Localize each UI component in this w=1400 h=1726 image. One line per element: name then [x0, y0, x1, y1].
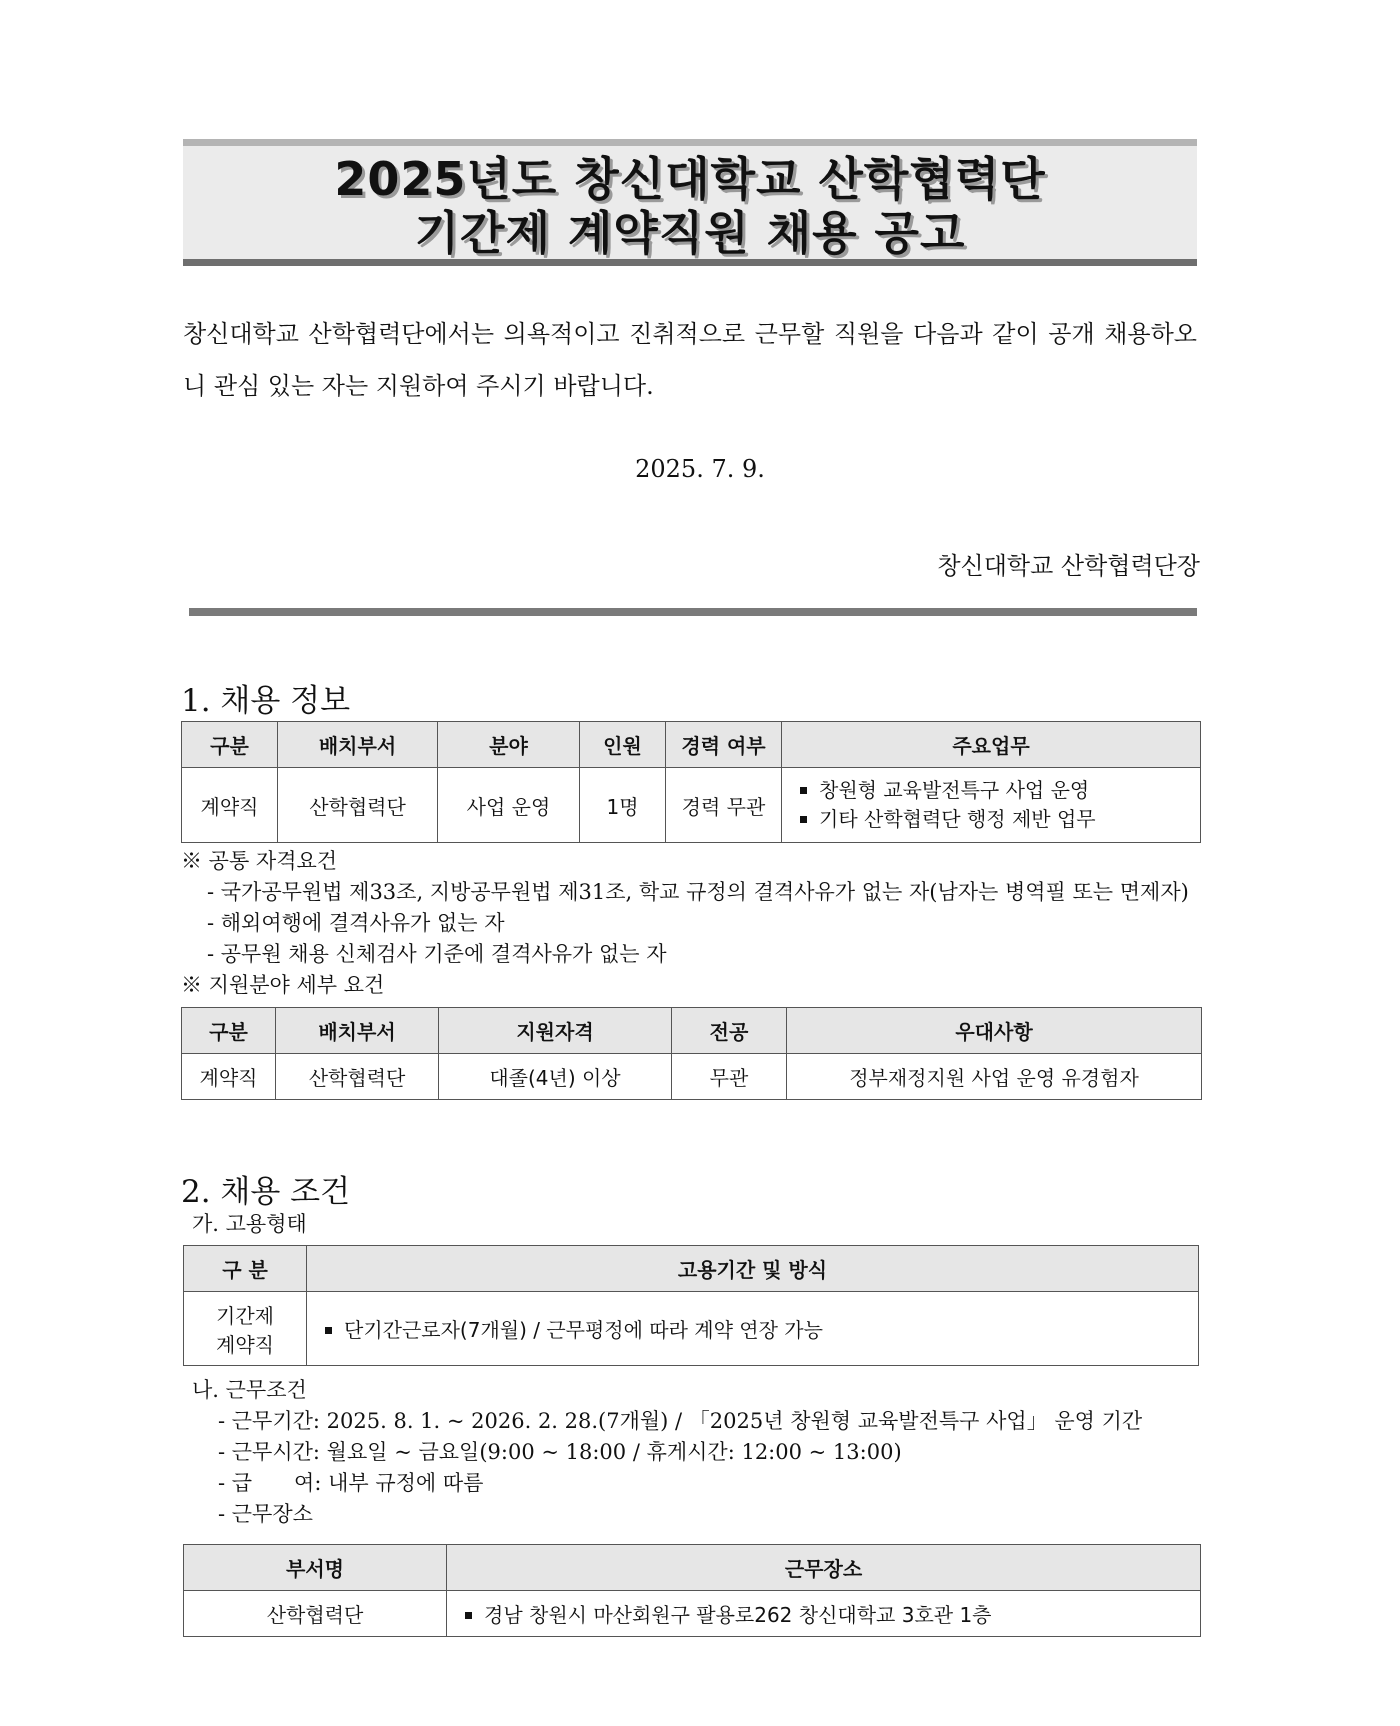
common-requirement-item: - 해외여행에 결격사유가 없는 자	[207, 911, 505, 935]
title-line-1: 2025년도 창신대학교 산학협력단	[334, 152, 1046, 206]
cell-department-name: 산학협력단	[184, 1591, 447, 1637]
cell-field: 사업 운영	[438, 768, 580, 843]
header-category: 구분	[182, 722, 278, 768]
cell-department: 산학협력단	[278, 768, 438, 843]
square-bullet-icon	[325, 1327, 332, 1334]
employment-type-table	[183, 1245, 1199, 1366]
cell-qualification: 대졸(4년) 이상	[439, 1054, 672, 1100]
work-condition-item: - 급 여: 내부 규정에 따름	[218, 1471, 484, 1495]
divider	[189, 608, 1197, 616]
square-bullet-icon	[465, 1612, 472, 1619]
duty-item: 기타 산학협력단 행정 제반 업무	[788, 805, 1194, 834]
header-field: 분야	[438, 722, 580, 768]
square-bullet-icon	[800, 816, 807, 823]
cell-employment-method: 단기간근로자(7개월) / 근무평정에 따라 계약 연장 가능	[307, 1292, 1199, 1366]
header-category: 구 분	[184, 1246, 307, 1292]
work-condition-item: - 근무시간: 월요일 ~ 금요일(9:00 ~ 18:00 / 휴게시간: 12:00 ~ 13:00)	[218, 1440, 902, 1464]
common-requirements-title: ※ 공통 자격요건	[181, 849, 338, 873]
header-qualification: 지원자격	[439, 1008, 672, 1054]
section-1-title: 1. 채용 정보	[181, 683, 351, 719]
cell-category: 계약직	[182, 768, 278, 843]
common-requirement-item: - 국가공무원법 제33조, 지방공무원법 제31조, 학교 규정의 결격사유가 없는 자(남자는 병역필 또는 면제자)	[207, 880, 1189, 904]
header-duties: 주요업무	[782, 722, 1201, 768]
cell-work-place: 경남 창원시 마산회원구 팔용로262 창신대학교 3호관 1층	[447, 1591, 1201, 1637]
cell-headcount: 1명	[580, 768, 666, 843]
header-department: 배치부서	[278, 722, 438, 768]
announcement-date: 2025. 7. 9.	[635, 455, 765, 483]
header-major: 전공	[672, 1008, 787, 1054]
common-requirements	[181, 846, 1201, 1001]
header-preference: 우대사항	[787, 1008, 1202, 1054]
cell-department: 산학협력단	[276, 1054, 439, 1100]
cell-category: 계약직	[182, 1054, 276, 1100]
header-employment-method: 고용기간 및 방식	[307, 1246, 1199, 1292]
cell-major: 무관	[672, 1054, 787, 1100]
work-conditions	[192, 1375, 1202, 1530]
duty-item: 창원형 교육발전특구 사업 운영	[788, 776, 1194, 805]
header-department: 배치부서	[276, 1008, 439, 1054]
common-requirement-item: - 공무원 채용 신체검사 기준에 결격사유가 없는 자	[207, 942, 667, 966]
header-experience: 경력 여부	[666, 722, 782, 768]
recruitment-info-table	[181, 721, 1201, 843]
header-category: 구분	[182, 1008, 276, 1054]
cell-experience: 경력 무관	[666, 768, 782, 843]
header-department-name: 부서명	[184, 1545, 447, 1591]
section-2-title: 2. 채용 조건	[181, 1174, 351, 1210]
detail-requirements-title: ※ 지원분야 세부 요건	[181, 973, 385, 997]
work-condition-item: - 근무장소	[218, 1502, 313, 1526]
employment-type-title: 가. 고용형태	[192, 1212, 307, 1236]
title-banner	[183, 139, 1197, 266]
cell-duties	[782, 768, 1201, 843]
signer: 창신대학교 산학협력단장	[937, 552, 1200, 580]
square-bullet-icon	[800, 787, 807, 794]
work-conditions-title: 나. 근무조건	[192, 1378, 307, 1402]
detail-requirements-table	[181, 1007, 1202, 1100]
work-place-table	[183, 1544, 1201, 1637]
cell-employment-category: 기간제 계약직	[184, 1292, 307, 1366]
header-work-place: 근무장소	[447, 1545, 1201, 1591]
title-line-2: 기간제 계약직원 채용 공고	[414, 206, 966, 260]
header-headcount: 인원	[580, 722, 666, 768]
cell-preference: 정부재정지원 사업 운영 유경험자	[787, 1054, 1202, 1100]
work-condition-item: - 근무기간: 2025. 8. 1. ~ 2026. 2. 28.(7개월) / 「2025년 창원형 교육발전특구 사업」 운영 기간	[218, 1409, 1143, 1433]
intro-paragraph: 창신대학교 산학협력단에서는 의욕적이고 진취적으로 근무할 직원을 다음과 같이 공개 채용하오니 관심 있는 자는 지원하여 주시기 바랍니다.	[183, 320, 1197, 400]
